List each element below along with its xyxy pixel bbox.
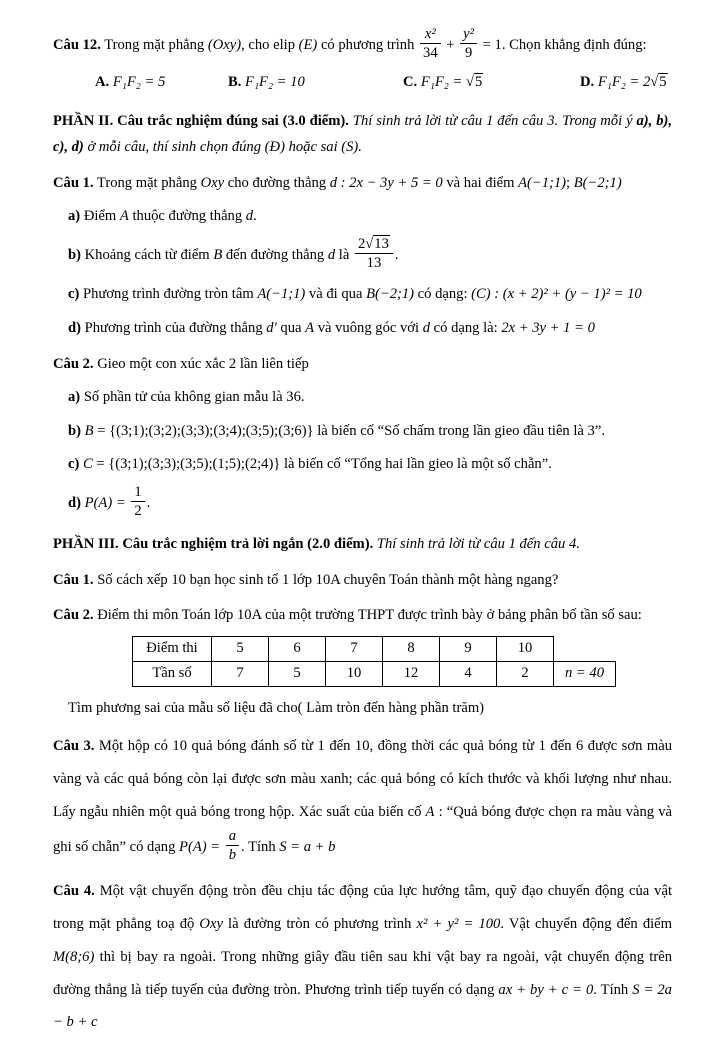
math-var: C: [79, 456, 93, 473]
text-run: . Vật chuyển động đến điểm: [500, 915, 673, 932]
option-b: [228, 71, 403, 94]
question-label: Câu 2.: [53, 355, 94, 372]
part-2-title: PHẦN II. Câu trắc nghiệm đúng sai (3.0 điểm).: [53, 112, 349, 129]
sqrt-radical: [650, 73, 667, 90]
text-run: và hai điểm: [442, 174, 519, 191]
text-run: Phương trình của đường thẳng: [80, 320, 267, 337]
text-run: . Tính: [241, 838, 280, 855]
math-point-a: A(−1;1): [257, 286, 306, 303]
option-d-label: D.: [580, 74, 595, 91]
text-run: Điểm: [80, 208, 120, 225]
text-run: là đường tròn có phương trình: [222, 915, 417, 932]
math-var: B: [213, 247, 223, 264]
text-run: thuộc đường thẳng: [128, 208, 246, 225]
text-run: .: [146, 494, 151, 511]
table-cell: 5: [269, 661, 326, 686]
item-label: b): [68, 422, 81, 439]
question-12-label: Câu 12.: [53, 37, 101, 54]
text-run: thì bị bay ra ngoài. Trong những giây đầu tiên sau khi vật bay ra ngoài, vật chuyển động trên đường thẳng là tiếp tuyến của đường tròn. Phương trình tiếp tuyến có dạng: [53, 948, 672, 998]
table-cell: 12: [383, 661, 440, 686]
option-c-math: F₁F₂ =: [417, 74, 466, 91]
part2-question-2: [53, 351, 672, 378]
text-run: có phương trình: [317, 37, 419, 54]
text-run: Điểm thi môn Toán lớp 10A của một trường THPT được trình bày ở bảng phân bố tần số sau:: [93, 607, 642, 624]
table-header-diem-thi: Điểm thi: [133, 636, 212, 661]
math-var: B: [80, 422, 94, 439]
part2-q1-item-c: [53, 281, 672, 308]
table-cell: 9: [440, 636, 497, 661]
question-label: Câu 2.: [53, 607, 94, 624]
table-cell: 7: [326, 636, 383, 661]
radicand: 5: [475, 74, 483, 91]
sqrt-radical: [466, 73, 483, 90]
radicand: 13: [374, 236, 389, 252]
part-3-title: PHẦN III. Câu trắc nghiệm trả lời ngắn (2.0 điểm).: [53, 536, 374, 553]
fraction-denominator: 34: [423, 45, 438, 62]
math-line-equation: 2x + 3y + 1 = 0: [501, 320, 595, 337]
item-label: a): [68, 208, 81, 225]
text-run: Trong mặt phẳng: [93, 174, 201, 191]
part2-q1-item-d: [53, 315, 672, 342]
fraction-numerator: x²: [420, 25, 441, 44]
part-2-instructions-cont: ở mỗi câu, thí sinh chọn đúng (Đ) hoặc sai (S).: [83, 139, 362, 156]
math-line-d: d : 2x − 3y + 5 = 0: [329, 174, 443, 191]
text-run: Khoảng cách từ điểm: [80, 247, 214, 264]
math-var: d: [422, 320, 431, 337]
math-circle-equation: x² + y² = 100: [416, 915, 501, 932]
coefficient: 2: [357, 236, 366, 252]
math-circle-equation: (C) : (x + 2)² + (y − 1)² = 10: [471, 286, 642, 303]
option-a-math: F₁F₂ = 5: [109, 74, 166, 91]
part2-q2-item-c: [53, 451, 672, 478]
part-2-item-letters: a), b), c), d): [53, 112, 672, 156]
table-cell: 2: [497, 661, 554, 686]
table-row-scores: [133, 636, 616, 661]
math-var: d: [245, 208, 254, 225]
table-cell: 5: [212, 636, 269, 661]
fraction-numerator: [355, 235, 393, 254]
fraction-numerator: y²: [460, 25, 477, 44]
text-run: và đi qua: [305, 286, 367, 303]
fraction-denominator: 2: [134, 502, 142, 519]
math-var: A: [305, 320, 315, 337]
option-d: [580, 71, 668, 94]
text-run: Gieo một con xúc xắc 2 lần liên tiếp: [93, 355, 309, 372]
fraction-numerator: 1: [131, 483, 144, 502]
part3-question-4: [53, 875, 672, 1039]
item-label: b): [68, 247, 81, 264]
math-oxy: Oxy: [200, 174, 225, 191]
option-b-math: F₁F₂ = 10: [241, 74, 305, 91]
item-label: d): [68, 494, 81, 511]
option-c: [403, 71, 580, 94]
text-run: qua: [276, 320, 306, 337]
text-run: Một hộp có 10 quả bóng đánh số từ 1 đến 10, đồng thời các quả bóng từ 1 đến 6 được sơn màu vàng và các quả bóng còn lại được sơn màu xanh; các quả bóng có kích thước và khối lượng như nhau. Lấy ngẫu nhiên một quả bóng trong hộp. Xác suất của biến cố: [53, 738, 672, 820]
table-note-n-40: n = 40: [554, 661, 616, 686]
math-point-b: B(−2;1): [366, 286, 415, 303]
part3-question-1: [53, 567, 672, 594]
text-run: có dạng là:: [430, 320, 502, 337]
item-label: c): [68, 456, 80, 473]
math-var: A: [119, 208, 129, 225]
radicand: 5: [659, 74, 667, 91]
text-run: cho đường thẳng: [224, 174, 330, 191]
table-cell-blank: [554, 636, 616, 661]
math-oxy: Oxy: [199, 915, 223, 932]
table-cell: 4: [440, 661, 497, 686]
text-run: . Chọn khẳng định đúng:: [501, 37, 647, 54]
math-plus: +: [442, 37, 459, 54]
math-sum-s: S = a + b: [279, 838, 336, 855]
part3-question-2: [53, 602, 672, 629]
text-run: và vuông góc với: [314, 320, 423, 337]
part-3-header: [53, 531, 672, 558]
fraction-denominator: 9: [464, 45, 473, 62]
text-run: , cho elip: [241, 37, 299, 54]
math-set: = {(3;1);(3;2);(3;3);(3;4);(3;5);(3;6)}: [93, 422, 314, 439]
table-cell: 10: [326, 661, 383, 686]
question-12: [53, 27, 672, 64]
question-label: Câu 1.: [53, 571, 94, 588]
fraction-y2-over-9: [460, 25, 477, 62]
text-run: ;: [566, 174, 574, 191]
part2-q2-item-b: [53, 418, 672, 445]
text-run: : “Quả bóng được chọn ra màu vàng và ghi số chẵn” có dạng: [53, 803, 672, 855]
fraction-denominator: b: [228, 846, 237, 863]
fraction-numerator: a: [226, 827, 239, 846]
text-run: Trong mặt phẳng: [100, 37, 208, 54]
math-var: d: [327, 247, 336, 264]
fraction-denominator: 13: [366, 255, 382, 272]
question-label: Câu 4.: [53, 883, 95, 900]
math-elip-e: (E): [298, 37, 318, 54]
part2-question-1: [53, 170, 672, 197]
math-point-b: B(−2;1): [573, 174, 622, 191]
text-run: là: [335, 247, 353, 264]
text-run: có dạng:: [414, 286, 472, 303]
fraction-x2-over-34: [420, 25, 441, 62]
math-sum-s: S = 2a − b + c: [53, 981, 672, 1031]
table-cell: 7: [212, 661, 269, 686]
part-3-instructions: Thí sinh trả lời từ câu 1 đến câu 4.: [373, 536, 580, 553]
math-oxy: (Oxy): [207, 37, 242, 54]
math-point-m: M(8;6): [53, 948, 95, 965]
math-point-a: A(−1;1): [518, 174, 567, 191]
text-run: Số cách xếp 10 bạn học sinh tổ 1 lớp 10A chuyên Toán thành một hàng ngang?: [93, 571, 559, 588]
sqrt-radical: [365, 235, 390, 252]
text-run: Phương trình đường tròn tâm: [79, 286, 258, 303]
item-label: a): [68, 389, 81, 406]
text-run: đến đường thẳng: [222, 247, 328, 264]
item-label: d): [68, 320, 81, 337]
frequency-table: [132, 636, 616, 687]
math-event-a: A: [425, 803, 435, 820]
part3-q2-instruction: [53, 695, 672, 722]
part2-q2-item-a: [53, 384, 672, 411]
text-run: là biến cố “Số chấm trong lần gieo đầu tiên là 3”.: [313, 422, 605, 439]
part3-question-3: [53, 730, 672, 866]
option-d-math: F₁F₂ = 2: [594, 74, 651, 91]
option-c-label: C.: [403, 74, 418, 91]
answer-options-row: [53, 71, 672, 94]
item-label: c): [68, 286, 80, 303]
math-equals-one: = 1: [479, 37, 502, 54]
math-tangent-equation: ax + by + c = 0: [498, 981, 594, 998]
part2-q1-item-a: [53, 203, 672, 230]
table-header-tan-so: Tần số: [133, 661, 212, 686]
question-label: Câu 1.: [53, 174, 94, 191]
text-run: .: [253, 208, 257, 225]
text-run: Tìm phương sai của mẫu số liệu đã cho( Làm tròn đến hàng phần trăm): [68, 699, 485, 716]
table-row-frequency: [133, 661, 616, 686]
table-cell: 8: [383, 636, 440, 661]
text-run: Một vật chuyển động tròn đều chịu tác động của lực hướng tâm, quỹ đạo chuyển động của vật trong mặt phẳng toạ độ: [53, 883, 672, 932]
text-run: Số phần tử của không gian mẫu là 36.: [80, 389, 305, 406]
part-2-instructions: Thí sinh trả lời từ câu 1 đến câu 3. Trong mỗi ý: [348, 112, 637, 129]
text-run: . Tính: [593, 981, 633, 998]
option-a: [95, 71, 228, 94]
part-2-header: [53, 108, 672, 161]
fraction-a-over-b: [226, 827, 239, 864]
math-probability: P(A) =: [80, 494, 130, 511]
text-run: .: [394, 247, 399, 264]
question-label: Câu 3.: [53, 738, 95, 755]
fraction-1-over-2: [131, 483, 144, 520]
table-cell: 10: [497, 636, 554, 661]
text-run: là biến cố “Tổng hai lần gieo là một số chẵn”.: [280, 456, 552, 473]
part2-q1-item-b: [53, 237, 672, 274]
option-a-label: A.: [95, 74, 110, 91]
math-probability: P(A) =: [179, 838, 224, 855]
math-var: d′: [266, 320, 277, 337]
math-set: = {(3;1);(3;3);(3;5);(1;5);(2;4)}: [92, 456, 281, 473]
table-cell: 6: [269, 636, 326, 661]
option-b-label: B.: [228, 74, 242, 91]
fraction-2sqrt13-over-13: [355, 235, 393, 272]
part2-q2-item-d: [53, 485, 672, 522]
